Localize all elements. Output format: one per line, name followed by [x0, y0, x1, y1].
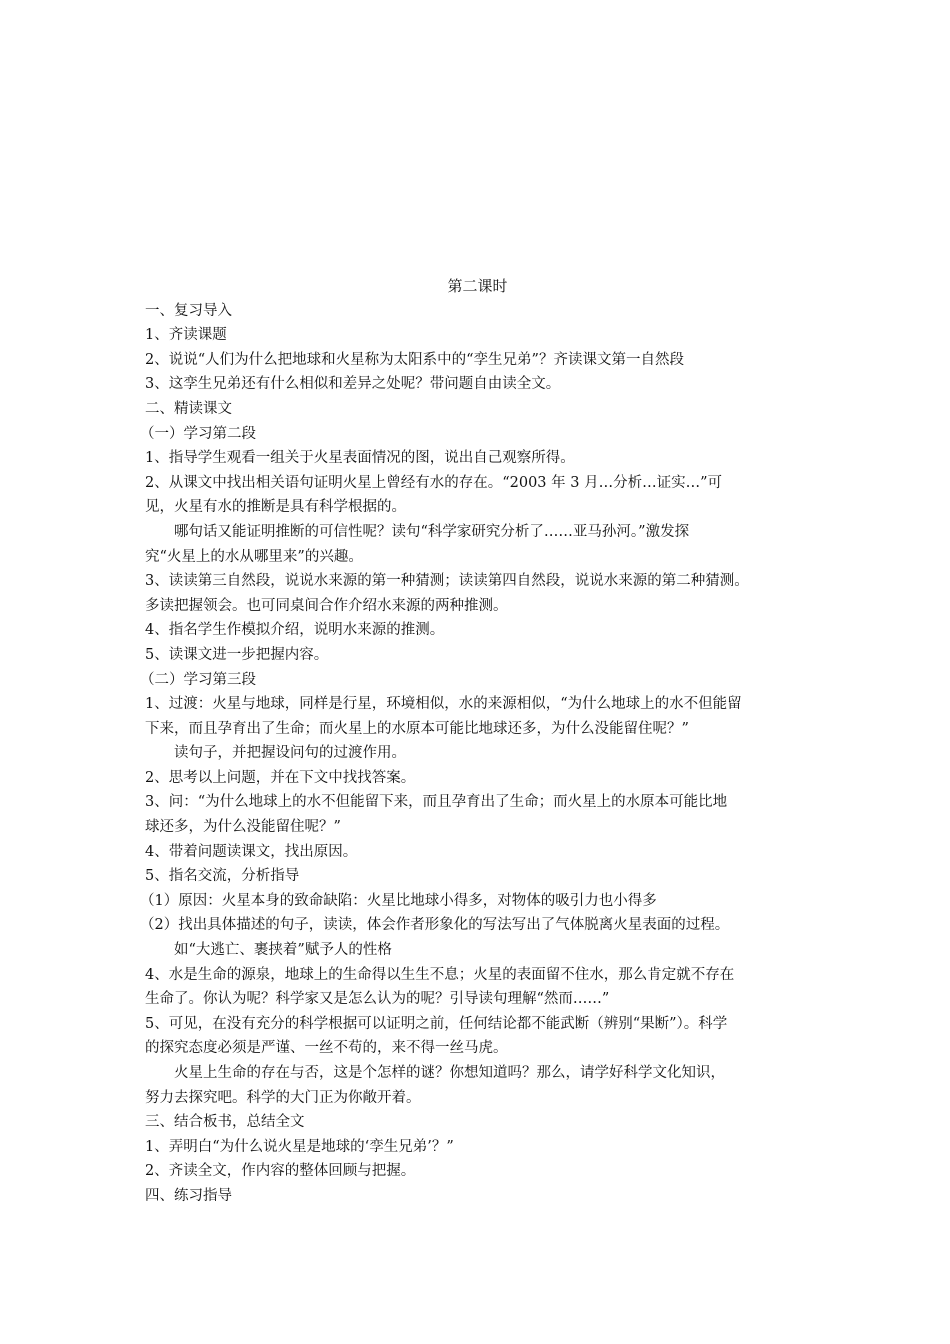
text-line: 多读把握领会。也可同桌间合作介绍水来源的两种推测。: [145, 597, 508, 614]
text-line: 的探究态度必须是严谨、一丝不苟的，来不得一丝马虎。: [145, 1040, 508, 1057]
text-line: 2、齐读全文，作内容的整体回顾与把握。: [145, 1163, 416, 1180]
text-line: 2、从课文中找出相关语句证明火星上曾经有水的存在。“2003 年 3 月…分析…证实…”可: [145, 474, 723, 491]
text-line: 生命了。你认为呢？科学家又是怎么认为的呢？引导读句理解“然而……”: [145, 991, 610, 1008]
text-line: 4、水是生命的源泉，地球上的生命得以生生不息；火星的表面留不住水，那么肯定就不存在: [145, 966, 735, 983]
text-line: 1、过渡：火星与地球，同样是行星，环境相似，水的来源相似，“为什么地球上的水不但能留: [145, 696, 742, 713]
text-line: 1、弄明白“为什么说火星是地球的‘孪生兄弟’？”: [145, 1138, 454, 1155]
text-line: 究“火星上的水从哪里来”的兴趣。: [145, 548, 363, 565]
text-line: 四、练习指导: [145, 1187, 232, 1204]
text-line: 如“大逃亡、裹挟着”赋予人的性格: [174, 942, 392, 959]
text-line: 4、指名学生作模拟介绍，说明水来源的推测。: [145, 622, 445, 639]
text-line: 努力去探究吧。科学的大门正为你敞开着。: [145, 1089, 421, 1106]
text-line: 5、可见，在没有充分的科学根据可以证明之前，任何结论都不能武断（辨别“果断”）。科学: [145, 1015, 728, 1032]
text-line: 火星上生命的存在与否，这是个怎样的谜？你想知道吗？那么，请学好科学文化知识，: [174, 1065, 725, 1081]
text-line: （2）找出具体描述的句子，读读，体会作者形象化的写法写出了气体脱离火星表面的过程。: [140, 917, 730, 934]
lesson-title: 第二课时: [447, 277, 508, 295]
text-line: 2、说说“人们为什么把地球和火星称为太阳系中的“孪生兄弟”？齐读课文第一自然段: [145, 351, 684, 368]
text-line: 见，火星有水的推断是具有科学根据的。: [145, 499, 406, 516]
document-page: [140, 274, 810, 1209]
text-line: （一）学习第二段: [140, 425, 256, 442]
text-line: 3、读读第三自然段，说说水来源的第一种猜测；读读第四自然段，说说水来源的第二种猜测。: [145, 573, 749, 590]
text-line: （二）学习第三段: [140, 671, 256, 688]
text-line: 三、结合板书，总结全文: [145, 1114, 305, 1131]
text-line: 一、复习导入: [145, 302, 232, 319]
text-line: 二、精读课文: [145, 400, 232, 417]
text-line: 3、问：“为什么地球上的水不但能留下来，而且孕育出了生命；而火星上的水原本可能比地: [145, 794, 728, 811]
text-line: 1、齐读课题: [145, 327, 227, 344]
text-line: （1）原因：火星本身的致命缺陷：火星比地球小得多，对物体的吸引力也小得多: [140, 892, 657, 909]
text-line: 球还多，为什么没能留住呢？”: [145, 819, 341, 836]
text-line: 4、带着问题读课文，找出原因。: [145, 843, 358, 860]
text-line: 读句子，并把握设问句的过渡作用。: [174, 745, 406, 762]
text-line: 5、指名交流，分析指导: [145, 868, 300, 885]
text-line: 2、思考以上问题，并在下文中找找答案。: [145, 769, 416, 786]
text-line: 3、这孪生兄弟还有什么相似和差异之处呢？带问题自由读全文。: [145, 376, 561, 393]
text-line: 下来，而且孕育出了生命；而火星上的水原本可能比地球还多，为什么没能留住呢？”: [145, 720, 689, 737]
lesson-body: [140, 299, 810, 1209]
text-line: 哪句话又能证明推断的可信性呢？读句“科学家研究分析了……亚马孙河。”激发探: [174, 523, 690, 540]
text-line: 1、指导学生观看一组关于火星表面情况的图，说出自己观察所得。: [145, 450, 575, 467]
text-line: 5、读课文进一步把握内容。: [145, 646, 329, 663]
